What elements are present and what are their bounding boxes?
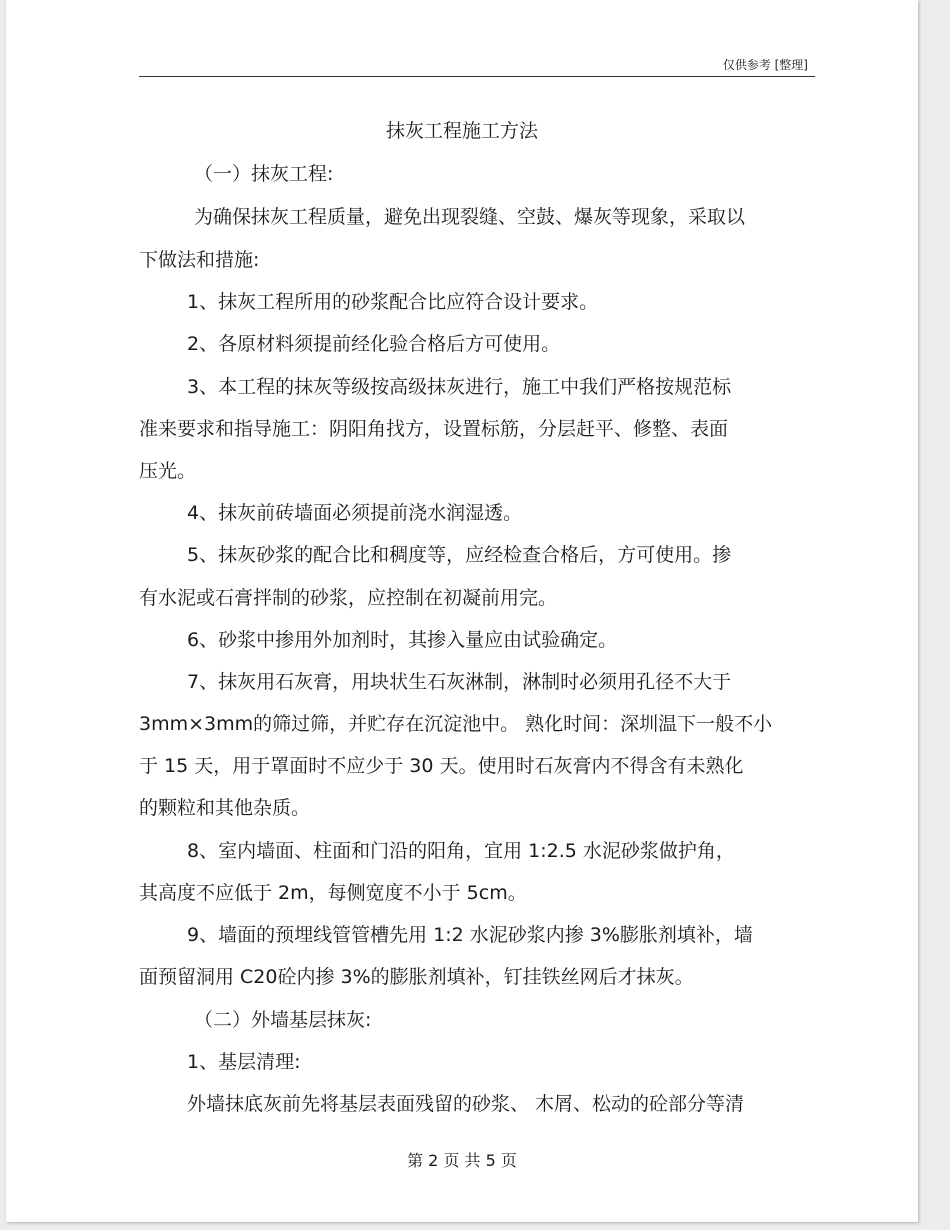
section-heading: （一）抹灰工程: bbox=[194, 163, 334, 185]
paragraph-line: 的颗粒和其他杂质。 bbox=[139, 797, 311, 819]
list-item-line: 3、本工程的抹灰等级按高级抹灰进行，施工中我们严格按规范标 bbox=[187, 376, 732, 398]
list-item-line: 6、砂浆中掺用外加剂时，其掺入量应由试验确定。 bbox=[187, 629, 618, 651]
document-title: 抹灰工程施工方法 bbox=[385, 120, 538, 142]
paragraph-line: 面预留洞用 C20砼内掺 3%的膨胀剂填补，钉挂铁丝网后才抹灰。 bbox=[139, 966, 694, 988]
paragraph-line: 有水泥或石膏拌制的砂浆，应控制在初凝前用完。 bbox=[139, 587, 558, 609]
list-item-line: 2、各原材料须提前经化验合格后方可使用。 bbox=[187, 333, 561, 355]
paragraph-line: 外墙抹底灰前先将基层表面残留的砂浆、 木屑、松动的砼部分等清 bbox=[187, 1093, 745, 1115]
paragraph-line: 3mm×3mm的筛过筛，并贮存在沉淀池中。 熟化时间：深圳温下一般不小 bbox=[139, 713, 773, 735]
list-item-line: 1、抹灰工程所用的砂浆配合比应符合设计要求。 bbox=[187, 291, 599, 313]
paragraph-line: 为确保抹灰工程质量，避免出现裂缝、空鼓、爆灰等现象，采取以 bbox=[194, 206, 746, 228]
list-item-line: 9、墙面的预埋线管管槽先用 1:2 水泥砂浆内掺 3%膨胀剂填补，墙 bbox=[187, 924, 753, 946]
document-page bbox=[6, 0, 918, 1222]
header-rule bbox=[139, 76, 815, 77]
list-item-line: 7、抹灰用石灰膏，用块状生石灰淋制，淋制时必须用孔径不大于 bbox=[187, 671, 732, 693]
page-number: 第 2 页 共 5 页 bbox=[407, 1151, 517, 1170]
paragraph-line: 压光。 bbox=[139, 460, 197, 482]
list-item-line: 8、室内墙面、柱面和门沿的阳角，宜用 1:2.5 水泥砂浆做护角， bbox=[187, 840, 735, 862]
paragraph-line: 于 15 天，用于罩面时不应少于 30 天。使用时石灰膏内不得含有未熟化 bbox=[139, 755, 744, 777]
paragraph-line: 准来要求和指导施工：阴阳角找方，设置标筋，分层赶平、修整、表面 bbox=[139, 418, 729, 440]
header-note: 仅供参考 [整理] bbox=[722, 58, 808, 72]
paragraph-line: 其高度不应低于 2m，每侧宽度不小于 5cm。 bbox=[139, 882, 527, 904]
section-heading: （二）外墙基层抹灰: bbox=[194, 1009, 372, 1031]
list-item-line: 4、抹灰前砖墙面必须提前浇水润湿透。 bbox=[187, 502, 523, 524]
list-item-line: 1、基层清理: bbox=[187, 1051, 301, 1073]
list-item-line: 5、抹灰砂浆的配合比和稠度等，应经检查合格后，方可使用。掺 bbox=[187, 544, 732, 566]
paragraph-line: 下做法和措施: bbox=[139, 249, 260, 271]
